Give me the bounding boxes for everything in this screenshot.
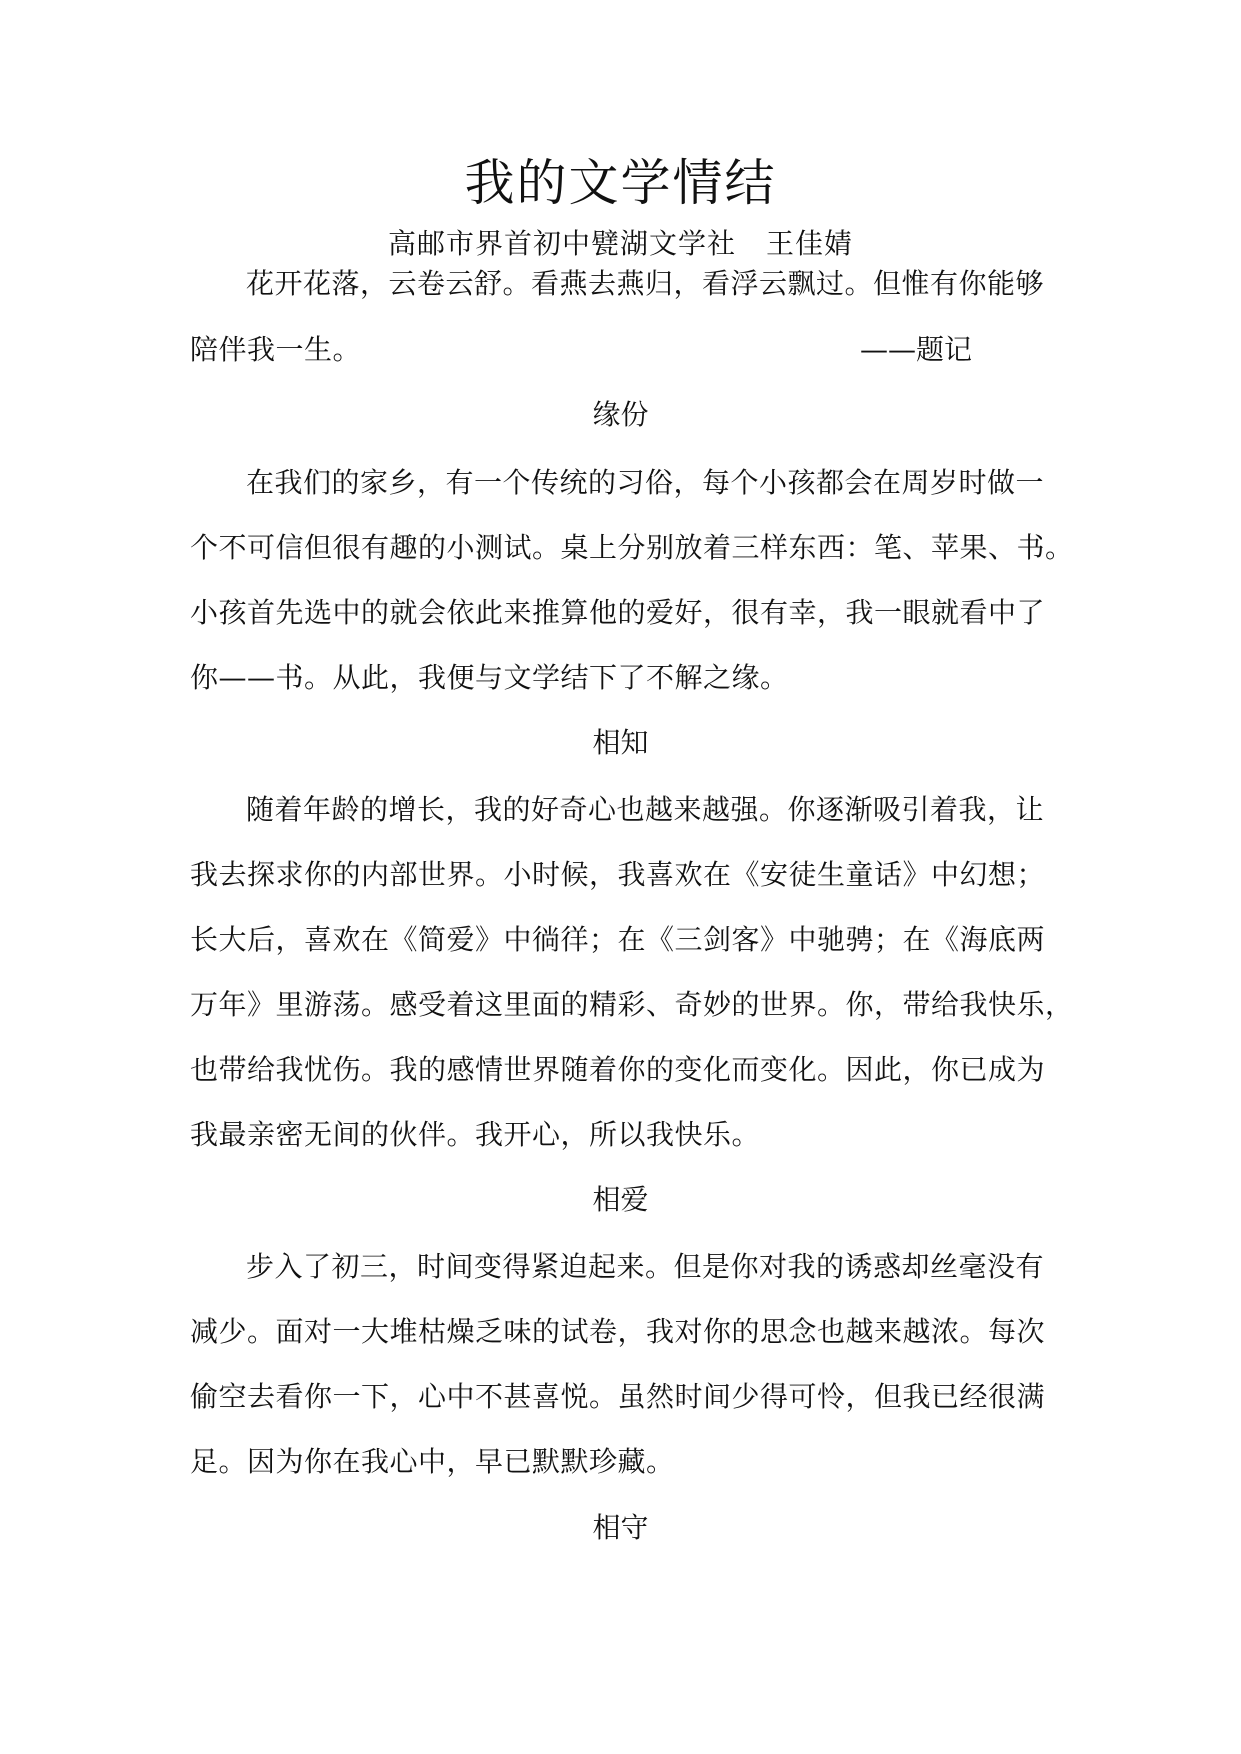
paragraph-line: 小孩首先选中的就会依此来推算他的爱好，很有幸，我一眼就看中了 xyxy=(190,596,1046,629)
section-heading: 相知 xyxy=(592,726,649,759)
author-line xyxy=(0,224,1241,264)
paragraph-line: 在我们的家乡，有一个传统的习俗，每个小孩都会在周岁时做一 xyxy=(246,466,1045,499)
author-name: 王佳婧 xyxy=(766,227,854,260)
epigraph-line-1: 花开花落，云卷云舒。看燕去燕归，看浮云飘过。但惟有你能够 xyxy=(246,267,1045,300)
paragraph-line: 我最亲密无间的伙伴。我开心，所以我快乐。 xyxy=(190,1118,761,1151)
paragraph-line: 减少。面对一大堆枯燥乏味的试卷，我对你的思念也越来越浓。每次 xyxy=(190,1315,1046,1348)
paragraph-line: 长大后，喜欢在《简爱》中徜徉；在《三剑客》中驰骋；在《海底两 xyxy=(190,923,1046,956)
author-organization: 高邮市界首初中甓湖文学社 xyxy=(387,227,736,260)
paragraph-line: 步入了初三，时间变得紧迫起来。但是你对我的诱惑却丝毫没有 xyxy=(246,1250,1045,1283)
paragraph-line: 万年》里游荡。感受着这里面的精彩、奇妙的世界。你，带给我快乐， xyxy=(190,988,1074,1021)
section-heading: 相守 xyxy=(592,1511,649,1544)
epigraph-attribution: ——题记 xyxy=(860,333,973,366)
section-heading: 缘份 xyxy=(592,398,649,431)
document-title: 我的文学情结 xyxy=(464,154,777,212)
section-heading: 相爱 xyxy=(592,1183,649,1216)
paragraph-line: 也带给我忧伤。我的感情世界随着你的变化而变化。因此，你已成为 xyxy=(190,1053,1046,1086)
paragraph-line: 随着年龄的增长，我的好奇心也越来越强。你逐渐吸引着我，让 xyxy=(246,793,1045,826)
epigraph-line-2: 陪伴我一生。 xyxy=(190,333,362,366)
paragraph-line: 足。因为你在我心中，早已默默珍藏。 xyxy=(190,1445,675,1478)
paragraph-line: 偷空去看你一下，心中不甚喜悦。虽然时间少得可怜，但我已经很满 xyxy=(190,1380,1046,1413)
paragraph-line: 个不可信但很有趣的小测试。桌上分别放着三样东西：笔、苹果、书。 xyxy=(190,531,1074,564)
paragraph-line: 你——书。从此，我便与文学结下了不解之缘。 xyxy=(190,661,789,694)
paragraph-line: 我去探求你的内部世界。小时候，我喜欢在《安徒生童话》中幻想； xyxy=(190,858,1046,891)
